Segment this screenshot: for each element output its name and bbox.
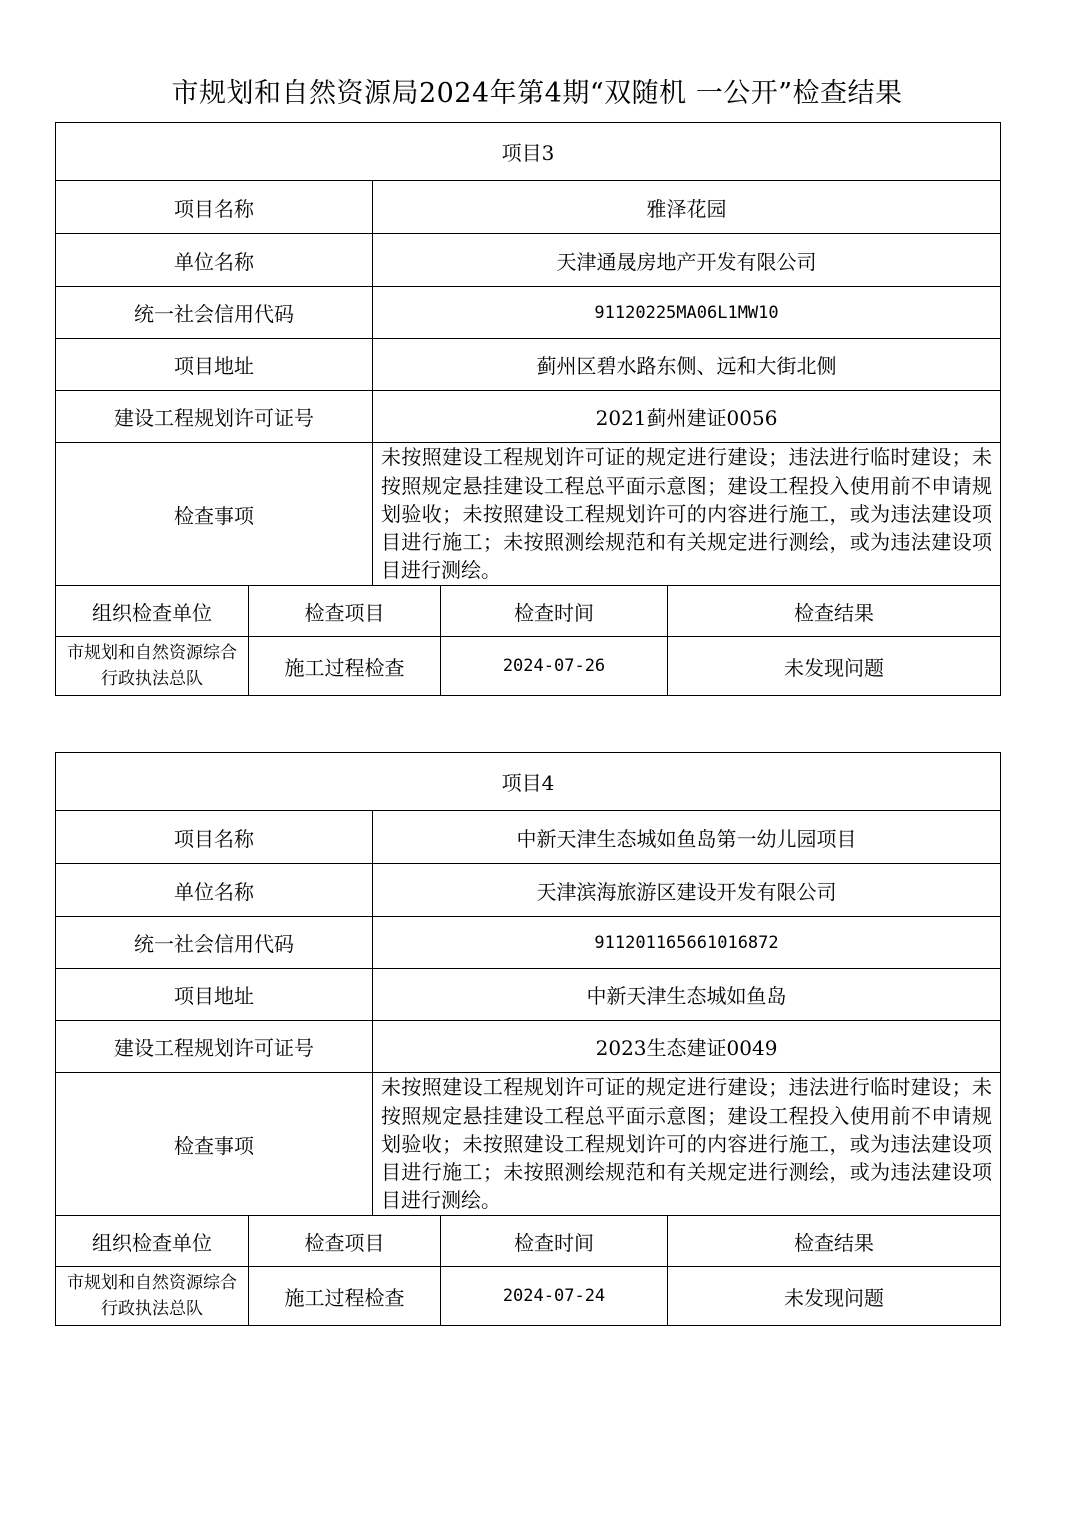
page-title: 市规划和自然资源局2024年第4期“双随机 一公开”检查结果 — [171, 78, 903, 109]
col-header-time: 检查时间 — [441, 1216, 668, 1267]
project-name-label: 项目名称 — [56, 811, 373, 864]
col-header-item: 检查项目 — [249, 586, 441, 637]
permit-label: 建设工程规划许可证号 — [56, 391, 373, 443]
matters-label: 检查事项 — [56, 443, 373, 586]
org-value: 市规划和自然资源综合行政执法总队 — [56, 637, 249, 696]
matters-label: 检查事项 — [56, 1073, 373, 1216]
col-header-time: 检查时间 — [441, 586, 668, 637]
project-name-value: 中新天津生态城如鱼岛第一幼儿园项目 — [373, 811, 1001, 864]
address-label: 项目地址 — [56, 339, 373, 391]
result-value: 未发现问题 — [668, 1267, 1001, 1326]
col-header-result: 检查结果 — [668, 1216, 1001, 1267]
credit-code-value: 91120225MA06L1MW10 — [373, 287, 1001, 339]
project-block — [55, 752, 1000, 1326]
project-header: 项目4 — [56, 753, 1001, 811]
address-value: 蓟州区碧水路东侧、远和大街北侧 — [373, 339, 1001, 391]
project-name-label: 项目名称 — [56, 181, 373, 234]
permit-value: 2023生态建证0049 — [373, 1021, 1001, 1073]
address-label: 项目地址 — [56, 969, 373, 1021]
matters-value: 未按照建设工程规划许可证的规定进行建设；违法进行临时建设；未按照规定悬挂建设工程总平面示意图；建设工程投入使用前不申请规划验收；未按照建设工程规划许可的内容进行施工，或为违法建设项目进行施工；未按照测绘规范和有关规定进行测绘，或为违法建设项目进行测绘。 — [373, 1073, 1001, 1216]
item-value: 施工过程检查 — [249, 637, 441, 696]
permit-value: 2021蓟州建证0056 — [373, 391, 1001, 443]
item-value: 施工过程检查 — [249, 1267, 441, 1326]
project-header: 项目3 — [56, 123, 1001, 181]
unit-name-value: 天津通晟房地产开发有限公司 — [373, 234, 1001, 287]
project-table — [55, 122, 1001, 696]
credit-code-value: 911201165661016872 — [373, 917, 1001, 969]
org-value: 市规划和自然资源综合行政执法总队 — [56, 1267, 249, 1326]
unit-name-value: 天津滨海旅游区建设开发有限公司 — [373, 864, 1001, 917]
matters-value: 未按照建设工程规划许可证的规定进行建设；违法进行临时建设；未按照规定悬挂建设工程总平面示意图；建设工程投入使用前不申请规划验收；未按照建设工程规划许可的内容进行施工，或为违法建设项目进行施工；未按照测绘规范和有关规定进行测绘，或为违法建设项目进行测绘。 — [373, 443, 1001, 586]
project-table — [55, 752, 1001, 1326]
credit-code-label: 统一社会信用代码 — [56, 917, 373, 969]
col-header-org: 组织检查单位 — [56, 1216, 249, 1267]
address-value: 中新天津生态城如鱼岛 — [373, 969, 1001, 1021]
permit-label: 建设工程规划许可证号 — [56, 1021, 373, 1073]
credit-code-label: 统一社会信用代码 — [56, 287, 373, 339]
col-header-org: 组织检查单位 — [56, 586, 249, 637]
time-value: 2024-07-24 — [441, 1267, 668, 1326]
col-header-item: 检查项目 — [249, 1216, 441, 1267]
unit-name-label: 单位名称 — [56, 864, 373, 917]
unit-name-label: 单位名称 — [56, 234, 373, 287]
time-value: 2024-07-26 — [441, 637, 668, 696]
result-value: 未发现问题 — [668, 637, 1001, 696]
project-name-value: 雅泽花园 — [373, 181, 1001, 234]
col-header-result: 检查结果 — [668, 586, 1001, 637]
project-block — [55, 122, 1000, 696]
